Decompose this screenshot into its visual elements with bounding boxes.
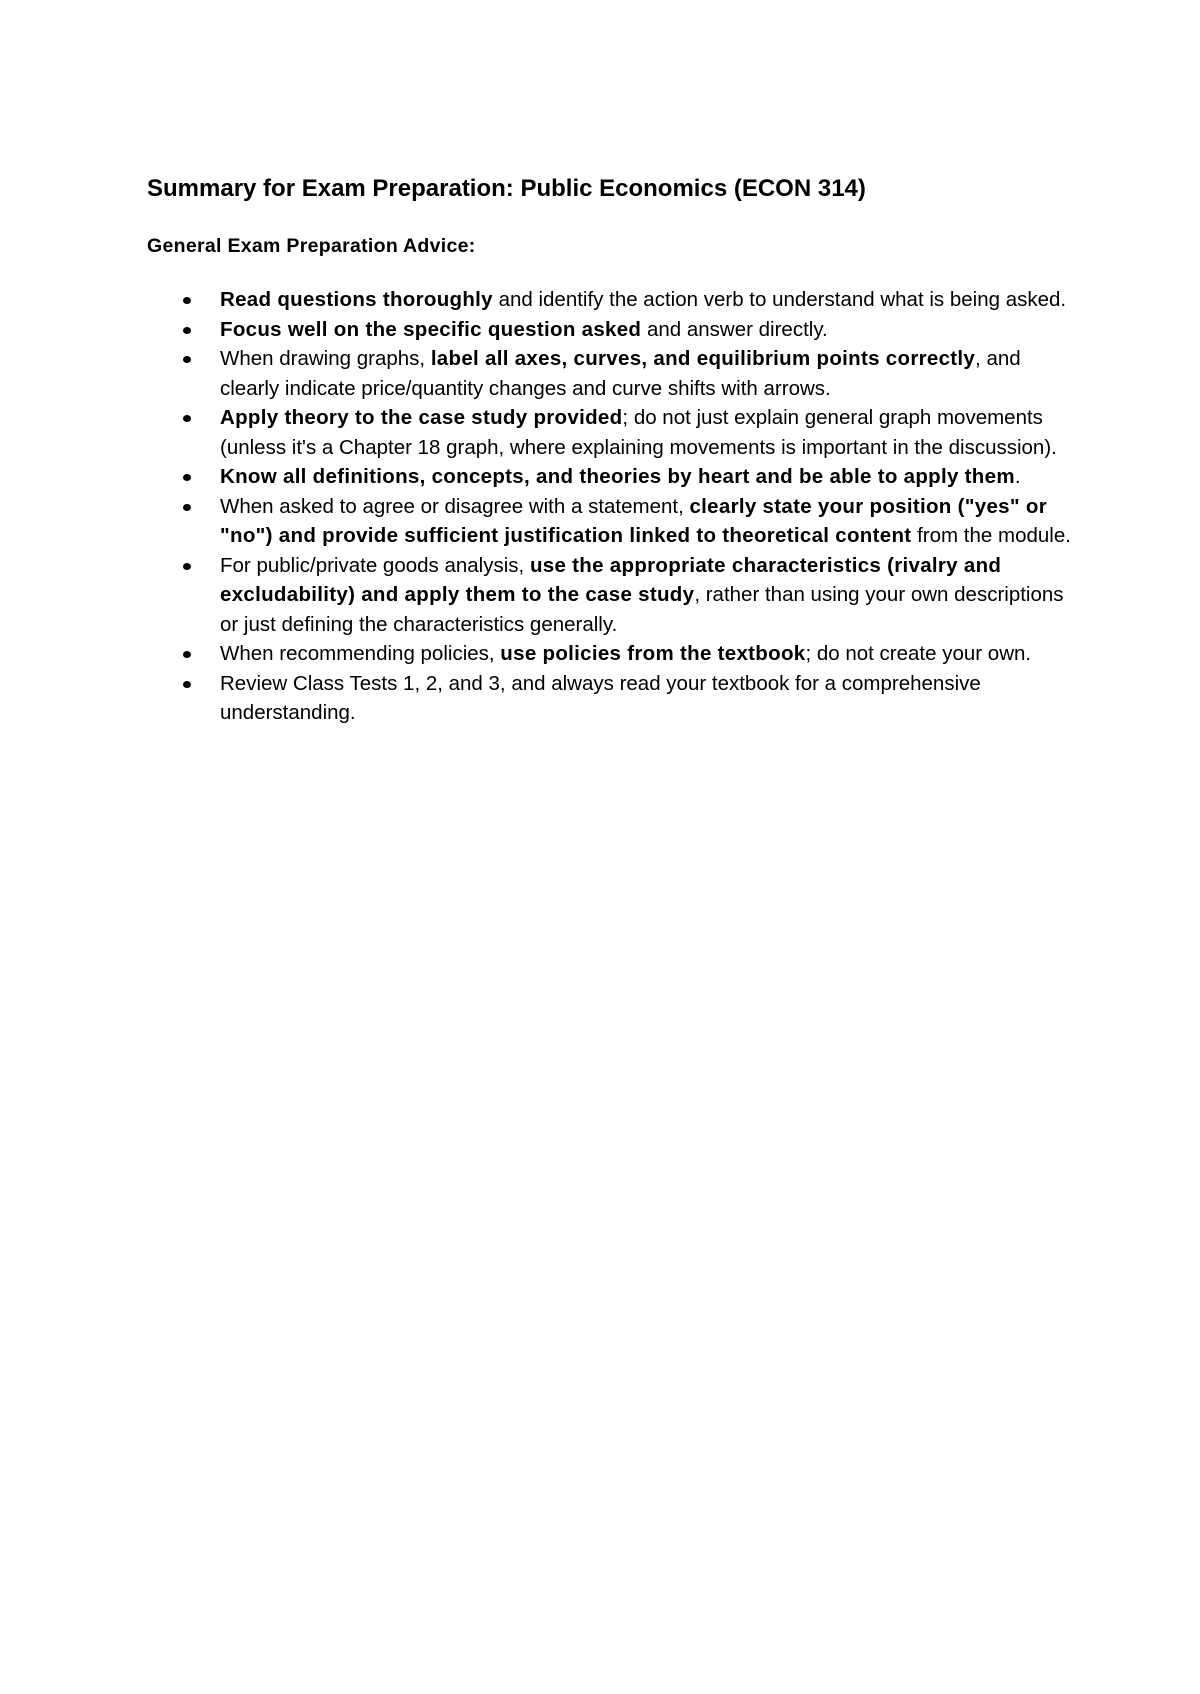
advice-emphasis-text: Know all definitions, concepts, and theories by heart and be able to apply them <box>220 465 1015 488</box>
bullet-icon <box>183 563 191 570</box>
advice-item <box>147 551 1077 640</box>
advice-text: Review Class Tests 1, 2, and 3, and always read your textbook for a comprehensive understanding. <box>220 671 981 724</box>
advice-text: When drawing graphs, <box>220 347 431 370</box>
advice-emphasis-text: use the appropriate characteristics (rivalry and excludability) and apply them to the case study <box>220 553 1002 606</box>
advice-text: When recommending policies, <box>220 642 501 665</box>
advice-text: ; do not create your own. <box>805 642 1032 665</box>
advice-text: , rather than using your own descriptions or just defining the characteristics generally. <box>220 583 1064 636</box>
document-title: Summary for Exam Preparation: Public Economics (ECON 314) <box>147 175 866 202</box>
bullet-icon <box>183 504 191 511</box>
advice-text: from the module. <box>911 524 1071 547</box>
advice-item <box>147 403 1077 462</box>
advice-item <box>147 315 1077 345</box>
advice-item <box>147 285 1077 315</box>
section-heading: General Exam Preparation Advice: <box>147 235 476 257</box>
advice-item <box>147 492 1077 551</box>
advice-emphasis-text: clearly state your position ("yes" or "no") and provide sufficient justification linked to theoretical content <box>220 494 1047 547</box>
advice-emphasis-text: label all axes, curves, and equilibrium points correctly <box>430 347 976 370</box>
advice-text: and answer directly. <box>641 317 828 341</box>
advice-emphasis-text: Focus well on the specific question asked <box>220 317 642 341</box>
advice-text: , and clearly indicate price/quantity changes and curve shifts with arrows. <box>220 347 1021 400</box>
advice-emphasis-text: Read questions thoroughly <box>220 288 493 311</box>
bullet-icon <box>183 356 191 363</box>
advice-item <box>147 639 1077 669</box>
bullet-icon <box>183 474 191 481</box>
advice-emphasis-text: use policies from the textbook <box>500 642 806 665</box>
advice-text: For public/private goods analysis, <box>220 553 530 577</box>
advice-text: . <box>1014 465 1021 488</box>
advice-text: and identify the action verb to understand what is being asked. <box>492 288 1067 311</box>
bullet-icon <box>183 681 191 688</box>
advice-list <box>147 285 1077 728</box>
bullet-icon <box>183 327 191 334</box>
advice-emphasis-text: Apply theory to the case study provided <box>220 406 623 429</box>
advice-text: ; do not just explain general graph movements (unless it's a Chapter 18 graph, where explaining movements is important in the discussion). <box>220 406 1057 459</box>
bullet-icon <box>183 415 191 422</box>
advice-item <box>147 669 1077 728</box>
bullet-icon <box>183 651 191 658</box>
advice-text: When asked to agree or disagree with a statement, <box>220 494 690 518</box>
advice-item <box>147 344 1077 403</box>
bullet-icon <box>183 297 191 304</box>
advice-item <box>147 462 1077 492</box>
